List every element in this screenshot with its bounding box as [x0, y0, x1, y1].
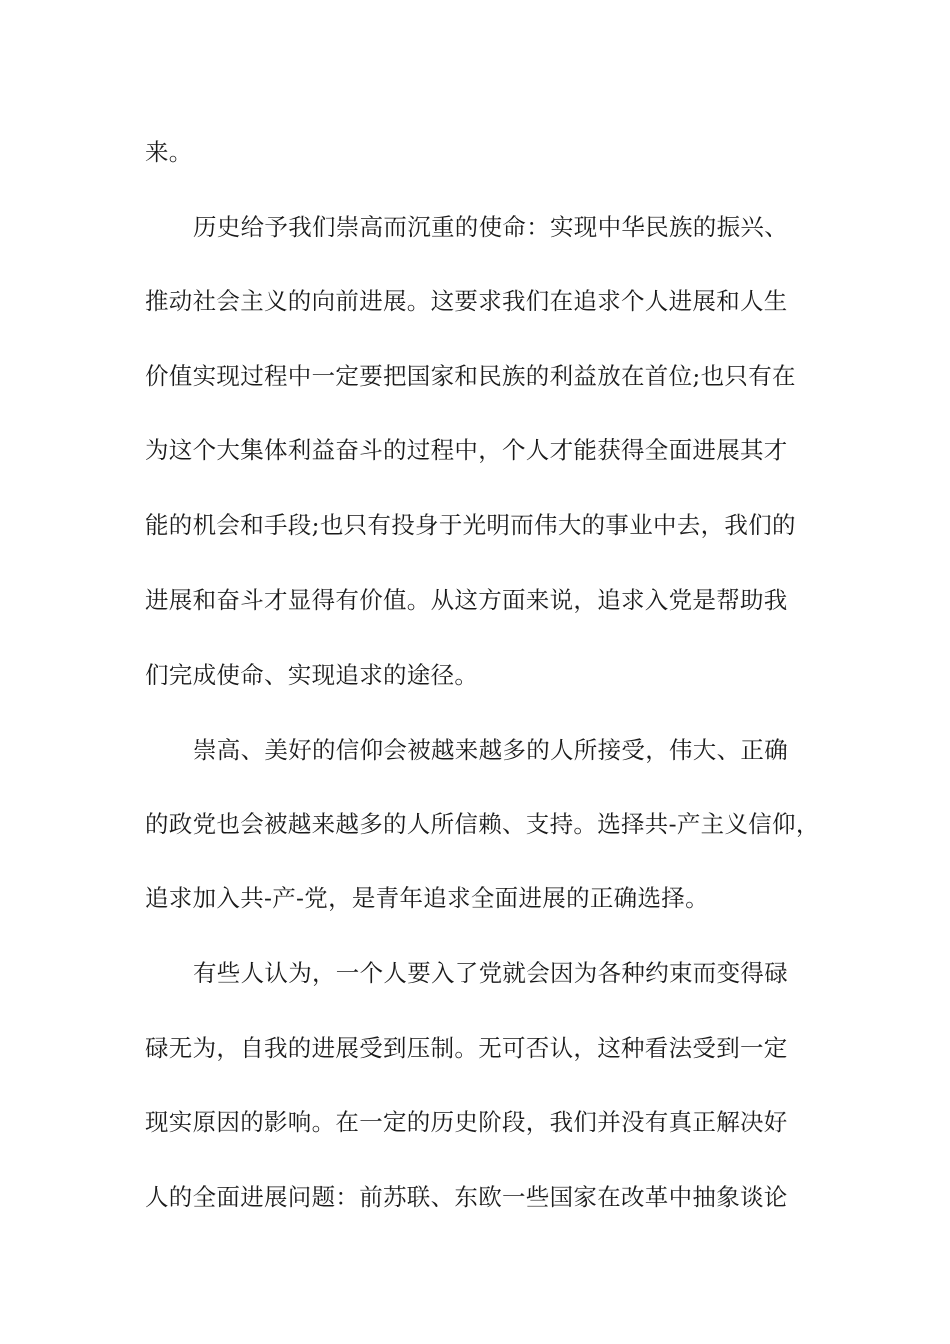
text-line: 推动社会主义的向前进展。这要求我们在追求个人进展和人生: [145, 287, 788, 315]
text-line: 进展和奋斗才显得有价值。从这方面来说，追求入党是帮助我: [145, 586, 788, 614]
text-line: 来。: [145, 138, 193, 166]
paragraph-start-line: 崇高、美好的信仰会被越来越多的人所接受，伟大、正确: [193, 736, 788, 764]
paragraph-start-line: 历史给予我们崇高而沉重的使命：实现中华民族的振兴、: [193, 213, 788, 241]
text-line: 现实原因的影响。在一定的历史阶段，我们并没有真正解决好: [145, 1108, 788, 1136]
text-line: 为这个大集体利益奋斗的过程中，个人才能获得全面进展其才: [145, 436, 788, 464]
text-line: 们完成使命、实现追求的途径。: [145, 661, 479, 689]
text-line: 人的全面进展问题：前苏联、东欧一些国家在改革中抽象谈论: [145, 1183, 788, 1211]
text-line: 的政党也会被越来越多的人所信赖、支持。选择共-产主义信仰，: [145, 810, 820, 838]
paragraph-start-line: 有些人认为，一个人要入了党就会因为各种约束而变得碌: [193, 959, 788, 987]
text-line: 碌无为，自我的进展受到压制。无可否认，这种看法受到一定: [145, 1034, 788, 1062]
text-line: 能的机会和手段;也只有投身于光明而伟大的事业中去，我们的: [145, 511, 796, 539]
text-line: 追求加入共-产-党，是青年追求全面进展的正确选择。: [145, 884, 709, 912]
text-line: 价值实现过程中一定要把国家和民族的利益放在首位;也只有在: [145, 362, 796, 390]
